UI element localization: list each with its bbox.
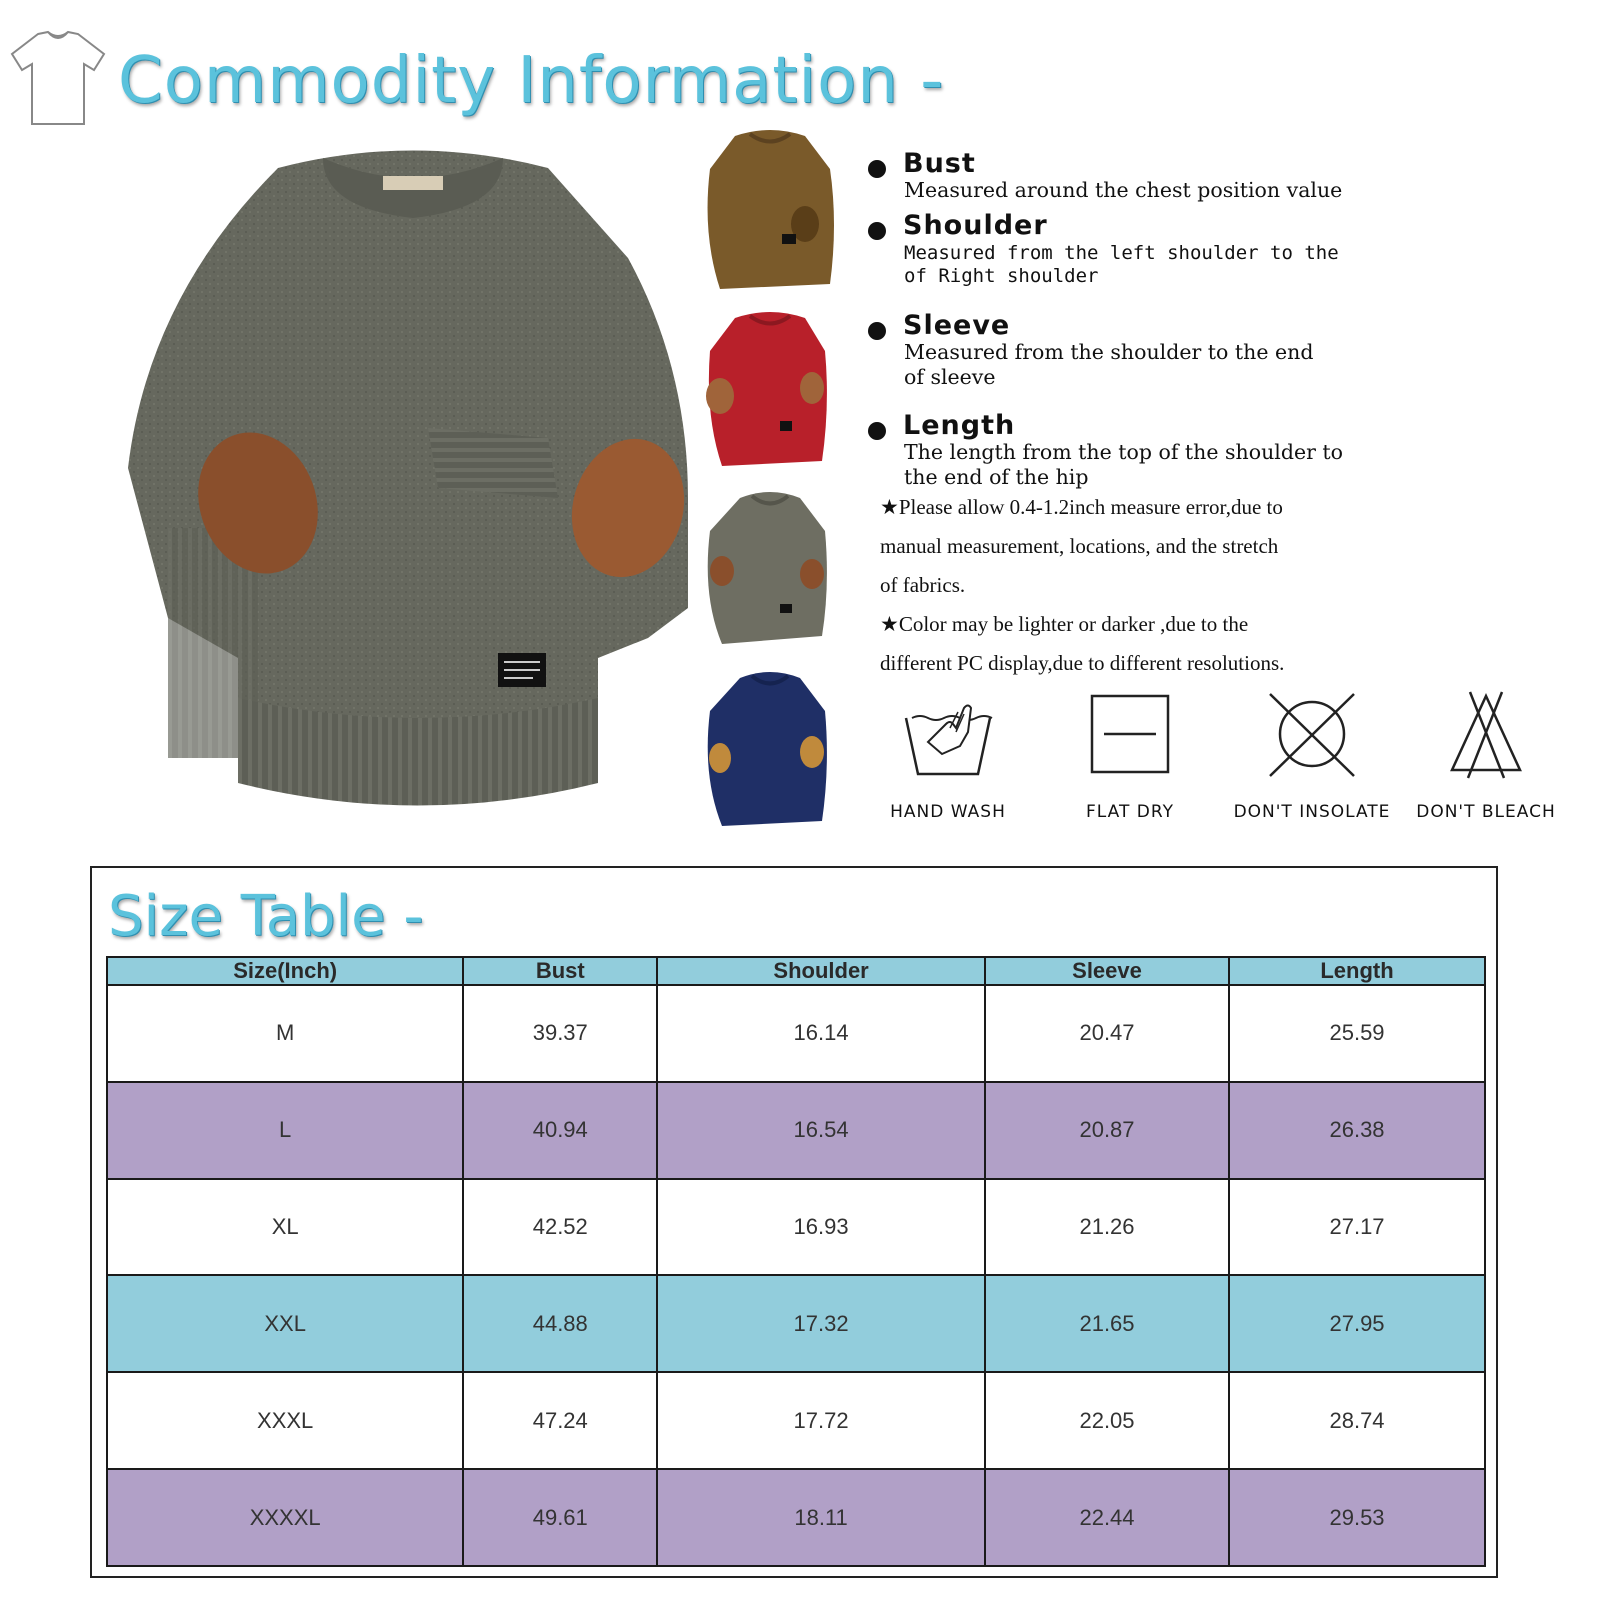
bullet-icon: [868, 222, 886, 240]
thumbnail-red[interactable]: [700, 306, 840, 476]
table-cell: 26.38: [1229, 1082, 1485, 1179]
table-cell: XL: [107, 1179, 463, 1276]
care-label: HAND WASH: [890, 802, 1006, 822]
table-cell: 22.44: [985, 1469, 1229, 1566]
table-cell: 40.94: [463, 1082, 657, 1179]
table-cell: 20.47: [985, 985, 1229, 1082]
table-cell: 22.05: [985, 1372, 1229, 1469]
table-cell: 25.59: [1229, 985, 1485, 1082]
table-row: [107, 1469, 1485, 1566]
note-line: manual measurement, locations, and the stretch: [880, 534, 1279, 558]
table-row: [107, 1372, 1485, 1469]
size-table: [106, 956, 1486, 1567]
thumbnail-khaki[interactable]: [700, 124, 840, 294]
column-header: Size(Inch): [107, 957, 463, 985]
table-row: [107, 1082, 1485, 1179]
note-line: ★Please allow 0.4-1.2inch measure error,due to: [880, 495, 1283, 519]
definition-desc: The length from the top of the shoulder to the end of the hip: [904, 440, 1343, 489]
size-table-title: Size Table -: [108, 884, 424, 949]
table-cell: 16.93: [657, 1179, 985, 1276]
column-header: Shoulder: [657, 957, 985, 985]
table-cell: 42.52: [463, 1179, 657, 1276]
table-row: [107, 1275, 1485, 1372]
definition-term: Shoulder: [903, 210, 1048, 241]
thumbnail-navy[interactable]: [700, 666, 840, 836]
table-cell: 29.53: [1229, 1469, 1485, 1566]
hand-wash-icon: [898, 688, 998, 788]
column-header: Length: [1229, 957, 1485, 985]
bullet-icon: [868, 160, 886, 178]
note-line: of fabrics.: [880, 573, 966, 597]
definition-desc: Measured around the chest position value: [904, 178, 1343, 202]
table-cell: 17.32: [657, 1275, 985, 1372]
care-dont-insolate: [1222, 688, 1402, 838]
thumbnail-gray[interactable]: [700, 486, 840, 656]
table-cell: 27.17: [1229, 1179, 1485, 1276]
table-cell: 28.74: [1229, 1372, 1485, 1469]
table-cell: 49.61: [463, 1469, 657, 1566]
care-label: FLAT DRY: [1086, 802, 1174, 822]
definition-term: Length: [903, 410, 1016, 441]
table-cell: 27.95: [1229, 1275, 1485, 1372]
note-line: different PC display,due to different resolutions.: [880, 651, 1285, 675]
table-row: [107, 1179, 1485, 1276]
table-cell: 20.87: [985, 1082, 1229, 1179]
table-cell: M: [107, 985, 463, 1082]
table-cell: 16.54: [657, 1082, 985, 1179]
care-hand-wash: [858, 688, 1038, 838]
table-cell: L: [107, 1082, 463, 1179]
definition-term: Bust: [903, 148, 976, 179]
definition-desc: Measured from the shoulder to the end of sleeve: [904, 340, 1314, 389]
care-flat-dry: [1040, 688, 1220, 838]
definition-desc: Measured from the left shoulder to the of Right shoulder: [904, 242, 1339, 287]
tshirt-icon: [8, 28, 108, 128]
table-cell: XXXL: [107, 1372, 463, 1469]
care-dont-bleach: [1396, 688, 1576, 838]
note-line: ★Color may be lighter or darker ,due to the: [880, 612, 1249, 636]
care-label: DON'T INSOLATE: [1233, 802, 1391, 822]
table-cell: 18.11: [657, 1469, 985, 1566]
table-cell: 47.24: [463, 1372, 657, 1469]
table-row: [107, 985, 1485, 1082]
care-label: DON'T BLEACH: [1416, 802, 1556, 822]
dont-insolate-icon: [1262, 688, 1362, 788]
bullet-icon: [868, 422, 886, 440]
table-cell: 21.65: [985, 1275, 1229, 1372]
table-cell: 21.26: [985, 1179, 1229, 1276]
definition-term: Sleeve: [903, 310, 1011, 341]
table-cell: 16.14: [657, 985, 985, 1082]
column-header: Sleeve: [985, 957, 1229, 985]
table-cell: XXXXL: [107, 1469, 463, 1566]
measurement-notes: [880, 488, 1320, 683]
column-header: Bust: [463, 957, 657, 985]
main-sweater-image: [128, 138, 698, 828]
dont-bleach-icon: [1436, 688, 1536, 788]
table-cell: 39.37: [463, 985, 657, 1082]
table-cell: 44.88: [463, 1275, 657, 1372]
page-title: Commodity Information -: [118, 44, 945, 118]
bullet-icon: [868, 322, 886, 340]
flat-dry-icon: [1080, 688, 1180, 788]
table-cell: 17.72: [657, 1372, 985, 1469]
table-header-row: [107, 957, 1485, 985]
table-cell: XXL: [107, 1275, 463, 1372]
